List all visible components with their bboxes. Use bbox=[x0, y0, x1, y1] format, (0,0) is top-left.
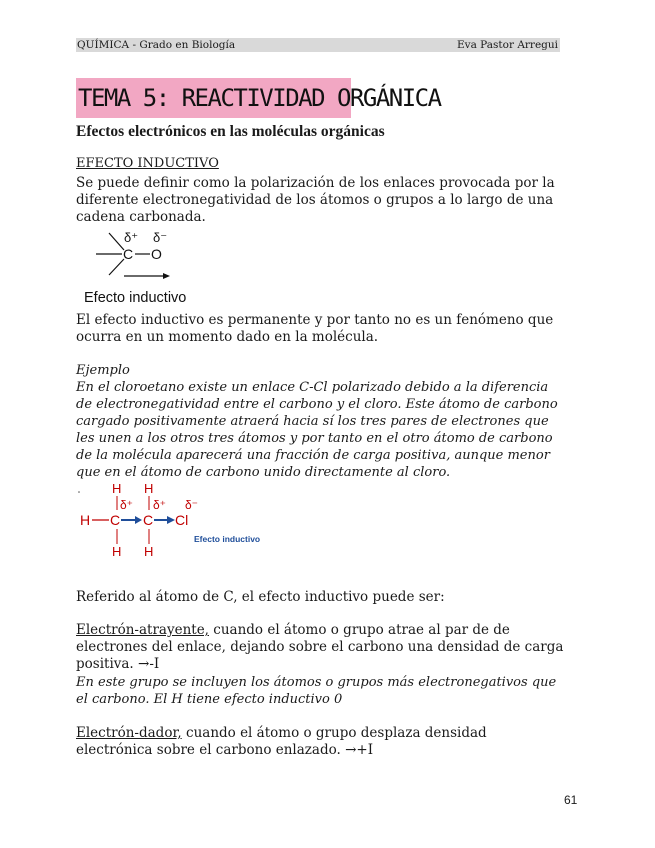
figure-chloroethane bbox=[76, 480, 286, 562]
atrayente-note: En este grupo se incluyen los átomos o grupos más electronegativos que el carbono. El H tiene efecto inductivo 0 bbox=[76, 675, 557, 707]
carbon-2: C bbox=[143, 512, 154, 528]
inductive-effect-heading: EFECTO INDUCTIVO bbox=[76, 156, 219, 171]
page-header bbox=[76, 38, 560, 52]
carbon-1: C bbox=[110, 512, 121, 528]
definition-paragraph: Se puede definir como la polarización de los enlaces provocada por la diferente electronegatividad de los átomos o grupos a lo largo de una cadena carbonada. bbox=[76, 175, 555, 225]
stray-dot bbox=[78, 491, 80, 493]
h-bottom-1: H bbox=[112, 544, 122, 559]
section-subtitle: Efectos electrónicos en las moléculas orgánicas bbox=[76, 123, 385, 140]
dplus-1: δ⁺ bbox=[120, 498, 134, 512]
atom-o: O bbox=[151, 246, 162, 262]
dminus: δ⁻ bbox=[185, 498, 199, 512]
atrayente-term: Electrón-atrayente, bbox=[76, 622, 209, 638]
header-author: Eva Pastor Arregui bbox=[456, 39, 558, 51]
delta-minus: δ⁻ bbox=[153, 230, 168, 245]
dador-term: Electrón-dador, bbox=[76, 725, 182, 741]
c-bond-upper bbox=[109, 233, 124, 250]
example-paragraph: En el cloroetano existe un enlace C-Cl polarizado debido a la diferencia de electronegatividad entre el carbono y el cloro. Este átomo de carbono cargado positivamente atraerá hacia sí los tres pares de electrones que les unen a los otros tres átomos y por tanto en el otro átomo de carbono de la molécula aparecerá una fracción de carga positiva, aunque menor que en el átomo de carbono unido directamente al cloro. bbox=[76, 380, 558, 480]
h-top-2: H bbox=[144, 481, 154, 496]
arrow-head-2 bbox=[167, 516, 175, 524]
example-label: Ejemplo bbox=[76, 363, 130, 378]
dador-paragraph bbox=[76, 725, 566, 759]
inductive-arrow-head bbox=[163, 273, 170, 279]
atom-c: C bbox=[123, 246, 134, 262]
dplus-2: δ⁺ bbox=[153, 498, 167, 512]
figure1-caption: Efecto inductivo bbox=[84, 290, 187, 306]
referido-paragraph: Referido al átomo de C, el efecto inductivo puede ser: bbox=[76, 589, 445, 605]
chlorine: Cl bbox=[175, 512, 189, 528]
permanent-paragraph: El efecto inductivo es permanente y por tanto no es un fenómeno que ocurra en un momento dado en la molécula. bbox=[76, 312, 554, 345]
header-course: QUÍMICA - Grado en Biología bbox=[77, 39, 236, 51]
arrow-head-1 bbox=[135, 516, 142, 524]
figure2-caption: Efecto inductivo bbox=[194, 534, 261, 544]
figure-inductive-co bbox=[80, 228, 240, 308]
dador-text: cuando el átomo o grupo desplaza densidad electrónica sobre el carbono enlazado. →+I bbox=[76, 725, 487, 758]
delta-plus: δ⁺ bbox=[124, 230, 139, 245]
page-number: 61 bbox=[564, 793, 578, 807]
atrayente-text: cuando el átomo o grupo atrae al par de de electrones del enlace, dejando sobre el carbono una densidad de carga positiva. →-I bbox=[76, 622, 564, 672]
atrayente-paragraph bbox=[76, 622, 566, 673]
h-bottom-2: H bbox=[144, 544, 154, 559]
c-bond-lower bbox=[109, 259, 124, 275]
chapter-title: TEMA 5: REACTIVIDAD ORGÁNICA bbox=[76, 78, 351, 118]
h-left: H bbox=[80, 512, 91, 528]
h-top-1: H bbox=[112, 481, 122, 496]
